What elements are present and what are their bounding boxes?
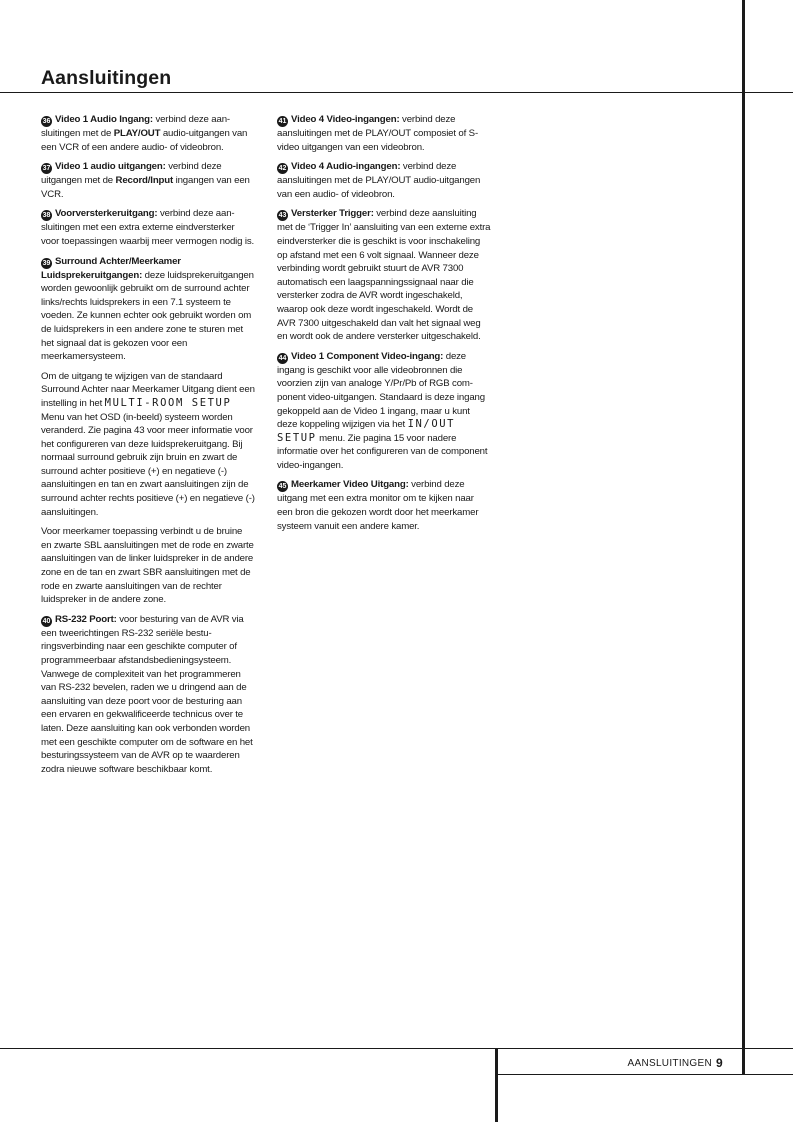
item-40: 40 RS-232 Poort: voor besturing van de AVR via een tweerichtingen RS-232 seriële besturingsverbinding naar een geschikte computer of programmeerbaar afstandsbedieningsysteem. Vanwege de complexiteit van het programmeren van RS-232 bevelen, raden we u dringend aan de aansluiting van deze poort voor de besturing aan een ervaren en gekwalificeerde technicus over te laten. Deze aansluiting kan ook verbonden worden met een geschikte computer om de software en het besturingssysteem van de AVR op te waarderen zodra nieuwe software beschikbaar komt. — [41, 613, 253, 775]
item-36: 36 Video 1 Audio Ingang: verbind deze aansluitingen met de PLAY/OUT audio-uitgangen van een VCR of een andere audio- of videobron. — [41, 114, 248, 153]
item-42: 42 Video 4 Audio-ingangen: verbind deze aansluitingen met de PLAY/OUT audio-uitgangen van een audio- of videobron. — [277, 161, 481, 200]
item-label: Surround Achter/Meerkamer Luidsprekeruitgangen: — [41, 255, 181, 281]
item-number-badge: 40 — [42, 617, 51, 625]
right-vertical-rule — [742, 0, 745, 1075]
item-number-badge: 42 — [278, 165, 287, 173]
page-number: 9 — [716, 1056, 723, 1070]
item-38: 38 Voorversterkeruitgang: verbind deze aansluitingen met een extra externe eindversterker voor toepassingen waarbij meer vermogen nodig is. — [41, 208, 255, 247]
menu-name: IN/OUT SETUP — [277, 418, 456, 444]
item-label: Video 1 Audio Ingang: — [55, 114, 153, 125]
item-41: 41 Video 4 Video-ingangen: verbind deze aansluitingen met de PLAY/OUT composiet of S-video uitgangen van een videobron. — [277, 114, 479, 153]
footer-section-label: AANSLUITINGEN — [627, 1058, 712, 1069]
header-rule — [0, 92, 793, 93]
item-number-badge: 37 — [42, 165, 51, 173]
item-44: 44 Video 1 Component Video-ingang: deze ingang is geschikt voor alle videobronnen die voorzien zijn van analoge Y/Pr/Pb of RGB component video-uitgangen. Standaard is deze ingang gekoppeld aan de Video 1 ingang, maar u kunt deze koppeling wijzigen via het IN/OUT SETUP menu. Zie pagina 15 voor nadere informatie over het configureren van de component video-ingangen. — [277, 350, 488, 471]
item-number-badge: 39 — [42, 259, 51, 267]
item-label: Meerkamer Video Uitgang: — [291, 479, 409, 491]
item-label: Video 1 audio uitgangen: — [55, 161, 166, 173]
item-number-badge: 44 — [278, 354, 287, 362]
footer-rule — [0, 1048, 793, 1049]
item-number-badge: 45 — [278, 483, 287, 491]
item-37: 37 Video 1 audio uitgangen: verbind deze uitgangen met de Record/Input ingangen van een VCR. — [41, 161, 250, 200]
left-column — [41, 113, 255, 782]
item-45: 45 Meerkamer Video Uitgang: verbind deze uitgang met een extra monitor om te kijken naar een bron die gekozen wordt door het meerkamer systeem vanuit een andere kamer. — [277, 479, 479, 532]
menu-name: MULTI-ROOM SETUP — [104, 396, 232, 409]
footer-bottom-rule — [495, 1074, 793, 1075]
footer-left-vertical-rule — [495, 1048, 498, 1122]
item-number-badge: 38 — [42, 212, 51, 220]
item-label: Video 1 Component Video-ingang: — [291, 350, 444, 362]
item-label: RS-232 Poort: — [55, 613, 117, 625]
item-number-badge: 36 — [42, 118, 51, 125]
item-number-badge: 41 — [278, 118, 287, 125]
item-43: 43 Versterker Trigger: verbind deze aansluiting met de ‘Trigger In’ aansluiting van een externe extra eindversterker die is geschikt is voor inschakeling op afstand met een 6 volt signaal. Wanneer deze verbinding wordt gebruikt stuurt de AVR 7300 automatisch een laagspanningssignaal naar die versterker zodra de AVR wordt ingeschakeld, waarop ook deze wordt ingeschakeld. Wordt de AVR 7300 uitgeschakeld dan valt het signaal weg en wordt ook de andere versterker uitgeschakeld. — [277, 208, 491, 343]
item-39: 39 Surround Achter/Meerkamer Luidsprekeruitgangen: deze luidsprekeruitgangen worden gewoonlijk gebruikt om de surround achter links/rechts luidsprekers in een 7.1 systeem te voeden. Ze kunnen echter ook gebruikt worden om de luidsprekers in een andere zone te sturen met het signaal dat is gekozen voor een meerkamersysteem. — [41, 255, 254, 363]
page-title: Aansluitingen — [41, 67, 172, 89]
item-label: Versterker Trigger: — [291, 208, 374, 220]
right-column — [277, 113, 491, 539]
item-label: Video 4 Video-ingangen: — [291, 114, 400, 125]
item-39-paragraph-2: Om de uitgang te wijzigen van de standaard Surround Achter naar Meerkamer Uitgang dient een instelling in het MULTI-ROOM SETUP Menu van het OSD (in-beeld) systeem worden veranderd. Zie pagina 43 voor meer informatie voor het configureren van deze luidsprekeruitgang. Bij normaal surround gebruik zijn bruin en zwart de surround achter positieve (+) en negatieve (-) aansluitingen en tan en zwart aansluitingen zijn de surround achter rechts positieve (+) en negatieve (-) aansluitingen. — [41, 370, 255, 518]
item-39-paragraph-3: Voor meerkamer toepassing verbindt u de bruine en zwarte SBL aansluitingen met de rode en zwarte aansluitingen van de linker luidspreker in de andere zone en de tan en zwart SBR aansluitingen met de rode en zwarte aansluitingen van de rechter luidspreker in de andere zone. — [41, 526, 254, 606]
item-label: Voorversterkeruitgang: — [55, 208, 158, 220]
item-label: Video 4 Audio-ingangen: — [291, 161, 401, 173]
item-number-badge: 43 — [278, 212, 287, 220]
